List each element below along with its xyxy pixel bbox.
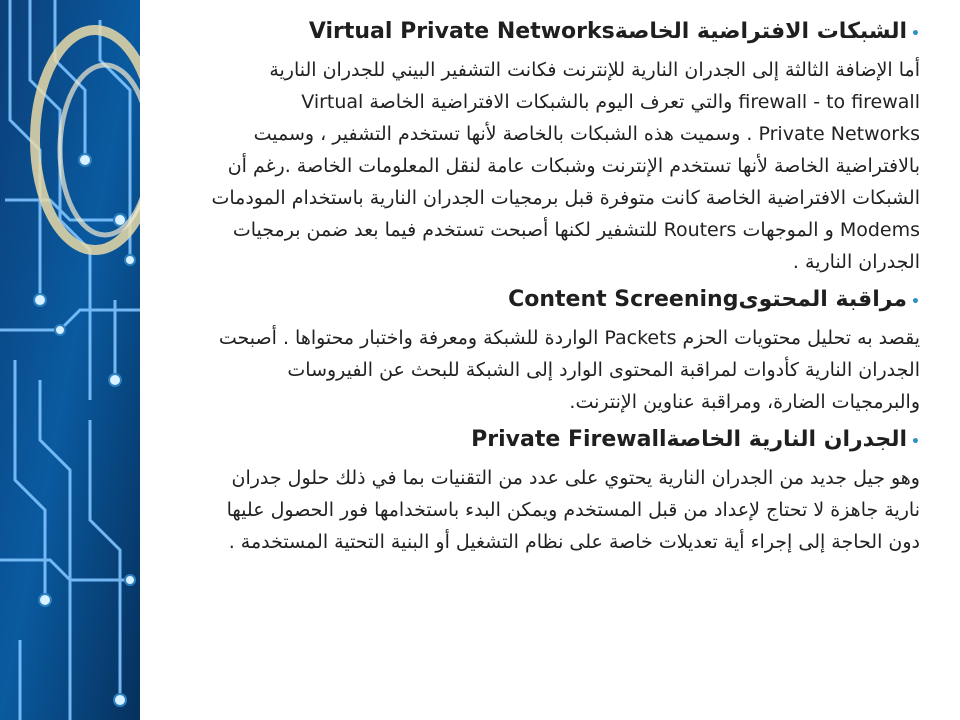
body-line: دون الحاجة إلى إجراء أية تعديلات خاصة على نظام التشغيل أو البنية التحتية المستخدمة . — [228, 531, 920, 553]
section-heading-content-screening — [150, 284, 920, 318]
bullet-icon: • — [911, 26, 920, 42]
body-line: أما الإضافة الثالثة إلى الجدران النارية للإنترنت فكانت التشفير البيني للجدران النارية — [269, 59, 920, 81]
heading-arabic: الجدران النارية الخاصة — [666, 427, 908, 452]
body-line: الشبكات الافتراضية الخاصة كانت متوفرة قبل برمجيات الجدران النارية باستخدام المودمات — [211, 187, 920, 209]
bullet-icon: • — [911, 434, 920, 450]
body-line: الجدران النارية . — [792, 251, 920, 273]
heading-english: Virtual Private Networks — [308, 19, 615, 44]
section-body-private-firewall — [150, 462, 920, 558]
heading-english: Private Firewall — [471, 427, 667, 452]
heading-arabic: الشبكات الافتراضية الخاصة — [614, 19, 908, 44]
body-line: وهو جيل جديد من الجدران النارية يحتوي على عدد من التقنيات بما في ذلك حلول جدران — [231, 467, 920, 489]
section-heading-vpn — [150, 16, 920, 50]
section-heading-private-firewall — [150, 424, 920, 458]
body-line: بالافتراضية الخاصة لأنها تستخدم الإنترنت وشبكات عامة لنقل المعلومات الخاصة .رغم أن — [227, 155, 920, 177]
heading-english: Content Screening — [508, 287, 739, 312]
body-line: نارية جاهزة لا تحتاج لإعداد من قبل المستخدم ويمكن البدء باستخدامها فور الحصول عليها — [226, 499, 920, 521]
bullet-icon: • — [911, 294, 920, 310]
body-line: يقصد به تحليل محتويات الحزم Packets الواردة للشبكة ومعرفة واختبار محتواها . أصبحت — [218, 327, 920, 349]
circuit-board-decoration — [0, 0, 140, 720]
section-body-vpn — [150, 54, 920, 278]
body-line: الجدران النارية كأدوات لمراقبة المحتوى الوارد إلى الشبكة للبحث عن الفيروسات — [287, 359, 920, 381]
body-line: firewall - to firewall والتي تعرف اليوم بالشبكات الافتراضية الخاصة Virtual — [301, 91, 920, 113]
body-line: والبرمجيات الضارة، ومراقبة عناوين الإنترنت. — [569, 391, 920, 413]
heading-arabic: مراقبة المحتوى — [738, 287, 908, 312]
slide-content — [150, 10, 920, 562]
body-line: Modems و الموجهات Routers للتشفير لكنها أصبحت تستخدم فيما بعد ضمن برمجيات — [232, 219, 920, 241]
body-line: Private Networks . وسميت هذه الشبكات بالخاصة لأنها تستخدم التشفير ، وسميت — [253, 123, 920, 145]
section-body-content-screening — [150, 322, 920, 418]
